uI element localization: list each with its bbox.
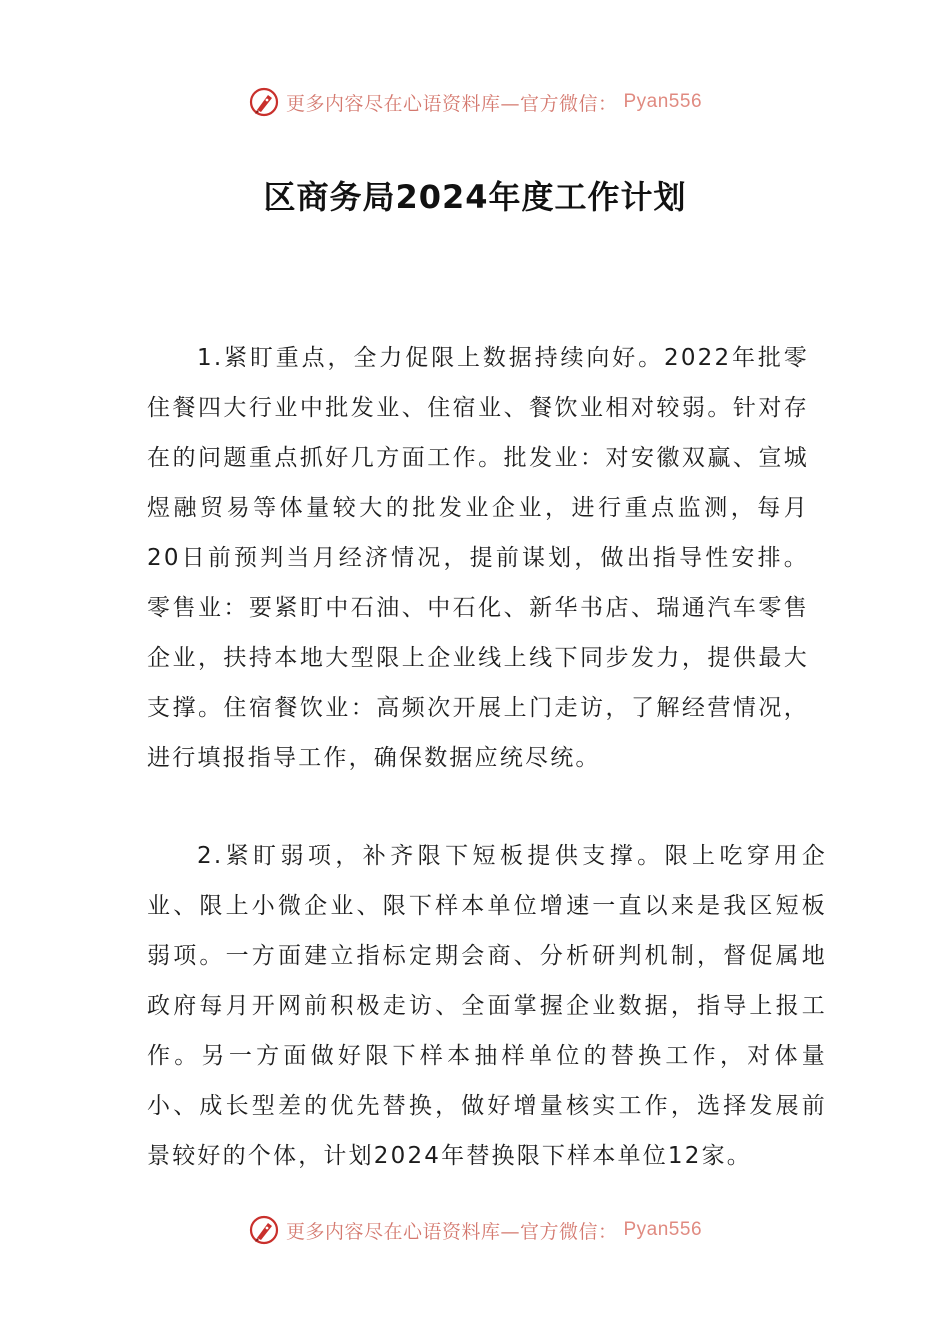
- watermark-wechat-id: Pyan556: [623, 1219, 703, 1240]
- watermark-text: 更多内容尽在心语资料库—官方微信：: [285, 92, 618, 115]
- footer-watermark: [0, 1210, 950, 1250]
- document-title: 区商务局2024年度工作计划: [263, 178, 687, 216]
- pen-nib-logo-icon: [248, 86, 280, 118]
- paragraph-2: 2.紧盯弱项，补齐限下短板提供支撑。限上吃穿用企业、限上小微企业、限下样本单位增速一直以来是我区短板弱项。一方面建立指标定期会商、分析研判机制，督促属地政府每月开网前积极走访、全面掌握企业数据，指导上报工作。另一方面做好限下样本抽样单位的替换工作，对体量小、成长型差的优先替换，做好增量核实工作，选择发展前景较好的个体，计划2024年替换限下样本单位12家。: [147, 843, 827, 1169]
- header-watermark: [0, 82, 950, 122]
- pen-nib-logo-icon: [248, 1214, 280, 1246]
- watermark-wechat-id: Pyan556: [623, 91, 703, 112]
- paragraph-1: 1.紧盯重点，全力促限上数据持续向好。2022年批零住餐四大行业中批发业、住宿业、餐饮业相对较弱。针对存在的问题重点抓好几方面工作。批发业：对安徽双赢、宣城煜融贸易等体量较大的批发业企业，进行重点监测，每月20日前预判当月经济情况，提前谋划，做出指导性安排。零售业：要紧盯中石油、中石化、新华书店、瑞通汽车零售企业，扶持本地大型限上企业线上线下同步发力，提供最大支撑。住宿餐饮业：高频次开展上门走访，了解经营情况，进行填报指导工作，确保数据应统尽统。: [147, 345, 809, 771]
- watermark-text: 更多内容尽在心语资料库—官方微信：: [285, 1220, 618, 1243]
